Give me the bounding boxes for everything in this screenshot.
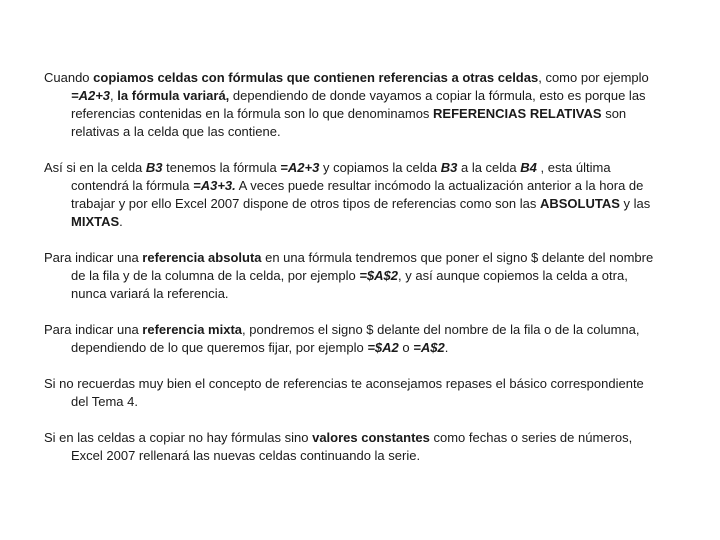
formula-text: =$A2 <box>367 340 399 355</box>
text-run: Para indicar una <box>44 322 143 337</box>
text-run: Si no recuerdas muy bien el concepto de referencias te aconsejamos repases el básico correspondiente del Tema 4. <box>44 376 644 409</box>
text-run: , como por ejemplo <box>538 70 649 85</box>
text-run: o <box>398 340 414 355</box>
text-run: y copiamos la celda <box>319 160 441 175</box>
term-relative-references: REFERENCIAS RELATIVAS <box>433 106 602 121</box>
text-run: Para indicar una <box>44 250 143 265</box>
text-run: son relativas a la celda que las contiene. <box>71 106 627 139</box>
term-mixed-reference: referencia mixta <box>142 322 243 337</box>
cell-ref-text: B3 <box>440 160 458 175</box>
text-run: y las <box>619 196 651 211</box>
text-run: A veces puede resultar incómodo la actualización anterior a la hora de trabajar y por ello Excel 2007 dispone de otros tipos de referencias como son las <box>71 178 644 211</box>
cell-ref-text: B4 <box>520 160 537 175</box>
term-constant-values: valores constantes <box>312 430 430 445</box>
text-run: Si en las celdas a copiar no hay fórmulas sino <box>44 430 313 445</box>
term-mixed: MIXTAS <box>71 214 120 229</box>
cell-ref-text: B3 <box>145 160 163 175</box>
text-run: Así si en la celda <box>44 160 146 175</box>
formula-text: =A$2 <box>413 340 445 355</box>
text-run: . <box>119 214 123 229</box>
text-run: como fechas o series de números, Excel 2007 rellenará las nuevas celdas continuando la serie. <box>71 430 633 463</box>
text-run: a la celda <box>457 160 521 175</box>
text-run: en una fórmula tendremos que poner el signo $ delante del nombre de la fila y de la columna de la celda, por ejemplo <box>71 250 654 283</box>
text-run: , esta última contendrá la fórmula <box>71 160 611 193</box>
formula-text: =A2+3 <box>280 160 320 175</box>
term-absolute: ABSOLUTAS <box>539 196 620 211</box>
paragraph-constant-values <box>44 429 664 465</box>
paragraph-absolute-reference <box>44 249 664 303</box>
text-run: . <box>444 340 449 355</box>
formula-text: =$A$2 <box>359 268 399 283</box>
formula-text: =A3+3. <box>193 178 236 193</box>
text-run-bold: copiamos celdas con fórmulas que contienen referencias a otras celdas <box>93 70 539 85</box>
text-run: dependiendo de donde vayamos a copiar la fórmula, esto es porque las referencias contenidas en la fórmula son lo que denominamos <box>71 88 646 121</box>
term-absolute-reference: referencia absoluta <box>142 250 262 265</box>
text-run-bold: la fórmula variará, <box>117 88 230 103</box>
paragraph-copy-example <box>44 159 664 231</box>
text-run: Cuando <box>44 70 94 85</box>
paragraph-relative-references <box>44 69 664 141</box>
paragraph-mixed-reference <box>44 321 664 357</box>
text-run: , pondremos el signo $ delante del nombre de la fila o de la columna, dependiendo de lo que queremos fijar, por ejemplo <box>71 322 640 355</box>
formula-text: =A2+3 <box>71 88 111 103</box>
paragraph-review-note <box>44 375 664 411</box>
text-run: , <box>110 88 118 103</box>
text-run: tenemos la fórmula <box>162 160 281 175</box>
text-run: , y así aunque copiemos la celda a otra, nunca variará la referencia. <box>71 268 628 301</box>
slide-body <box>44 69 664 483</box>
